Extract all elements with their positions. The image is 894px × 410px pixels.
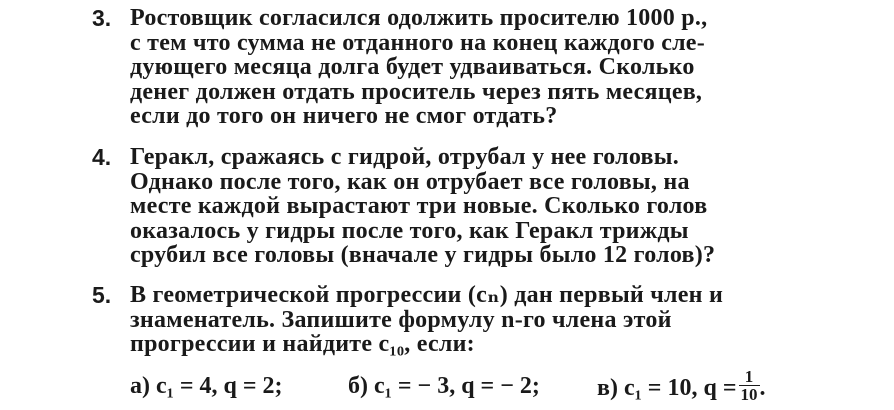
fraction-numerator: 1 — [739, 368, 760, 386]
problem-text — [130, 6, 820, 129]
fraction-denominator: 10 — [740, 385, 758, 404]
problem-text — [130, 145, 820, 268]
text-line: прогрессии и найдите c₁₀, если: — [130, 331, 475, 357]
option-c-end: . — [759, 375, 766, 402]
text-line: Геракл, сражаясь с гидрой, отрубал у нее головы. — [130, 144, 679, 170]
problem-number: 5. — [92, 282, 112, 308]
problem-number: 3. — [92, 5, 112, 31]
problem-number: 4. — [92, 144, 112, 170]
text-line: месте каждой вырастают три новые. Сколько голов — [130, 193, 708, 219]
text-line: денег должен отдать проситель через пять месяцев, — [130, 78, 703, 105]
text-line: оказалось у гидры после того, как Геракл трижды — [130, 217, 689, 244]
option-c — [597, 367, 766, 407]
option-a: а) c₁ = 4, q = 2; — [130, 373, 283, 399]
text-line: Ростовщик согласился одолжить просителю 1000 р., — [130, 5, 708, 31]
option-b: б) c₁ = − 3, q = − 2; — [348, 373, 540, 399]
fraction — [739, 368, 760, 403]
text-line: В геометрической прогрессии (cₙ) дан первый член и — [130, 282, 724, 308]
problem-text — [130, 283, 820, 357]
text-line: Однако после того, как он отрубает все головы, на — [130, 168, 690, 195]
text-line: с тем что сумма не отданного на конец каждого сле- — [130, 29, 705, 56]
text-line: знаменатель. Запишите формулу n-го члена этой — [130, 306, 672, 333]
text-line: срубил все головы (вначале у гидры было 12 голов)? — [130, 242, 716, 268]
option-c-text: в) c₁ = 10, q = — [597, 375, 737, 402]
text-line: если до того он ничего не смог отдать? — [130, 103, 558, 129]
text-line: дующего месяца долга будет удваиваться. Сколько — [130, 54, 695, 80]
